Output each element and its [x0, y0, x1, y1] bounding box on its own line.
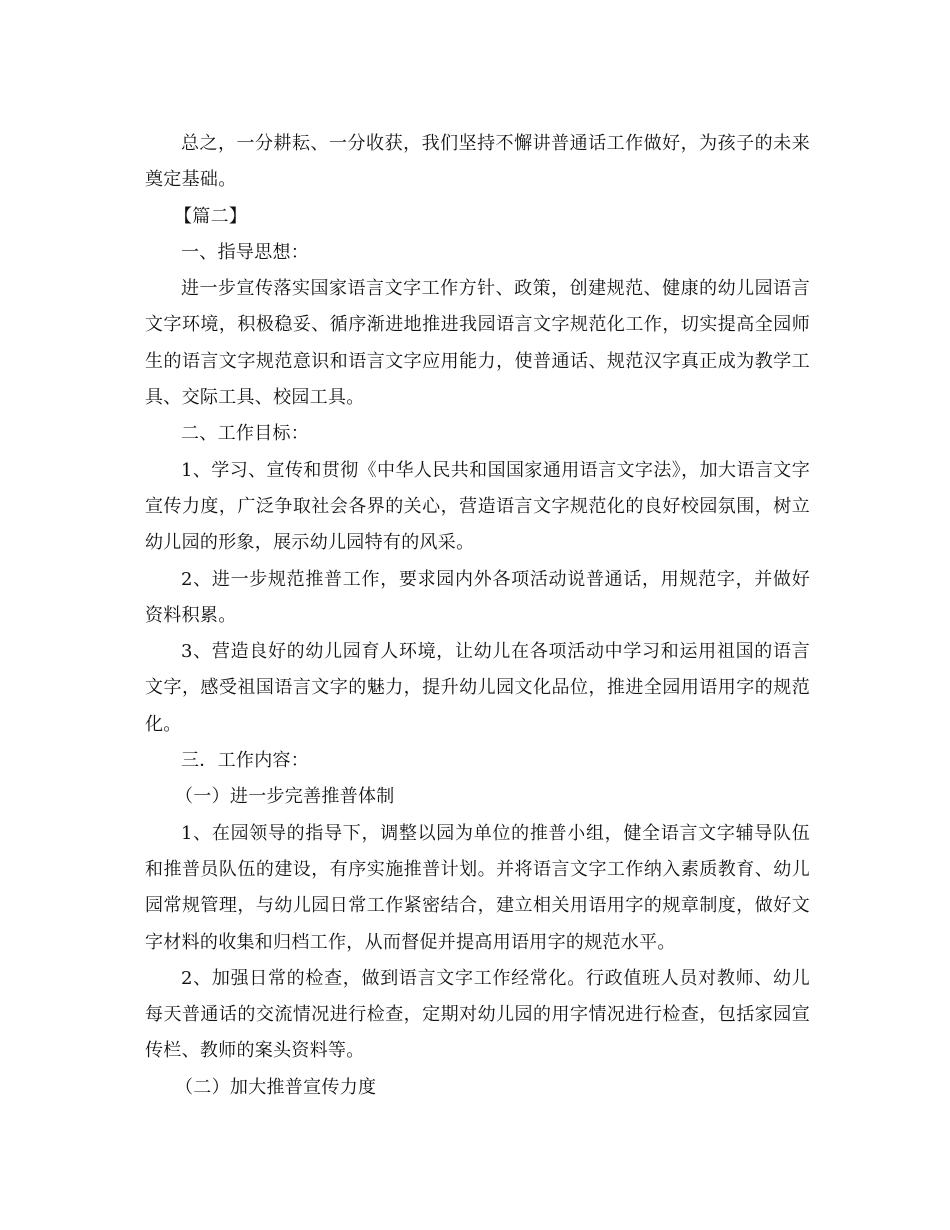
- paragraph-conclusion: 总之，一分耕耘、一分收获，我们坚持不懈讲普通话工作做好，为孩子的未来奠定基础。: [145, 133, 810, 191]
- subheading-publicity: （二）加大推普宣传力度: [175, 1076, 377, 1098]
- paragraph-guiding-thought: 进一步宣传落实国家语言文字工作方针、政策，创建规范、健康的幼儿园语言文字环境，积极稳妥、循序渐进地推进我园语言文字规范化工作，切实提高全园师生的语言文字规范意识和语言文字应用能力，使普通话、规范汉字真正成为教学工具、交际工具、校园工具。: [145, 278, 810, 409]
- document-body: [145, 126, 810, 1106]
- heading-guiding-thought: 一、指导思想：: [181, 241, 310, 263]
- paragraph-content-2: 2、加强日常的检查，做到语言文字工作经常化。行政值班人员对教师、幼儿每天普通话的交流情况进行检查，定期对幼儿园的用字情况进行检查，包括家园宣传栏、教师的案头资料等。: [145, 967, 810, 1062]
- heading-work-goals: 二、工作目标：: [181, 423, 310, 445]
- heading-work-content: 三．工作内容：: [181, 750, 310, 772]
- paragraph-goal-1: 1、学习、宣传和贯彻《中华人民共和国国家通用语言文字法》，加大语言文字宣传力度，广泛争取社会各界的关心，营造语言文字规范化的良好校园氛围，树立幼儿园的形象，展示幼儿园特有的风采。: [145, 459, 810, 554]
- subheading-system: （一）进一步完善推普体制: [175, 786, 395, 808]
- section-title-part-two: 【篇二】: [174, 205, 248, 227]
- paragraph-goal-2: 2、进一步规范推普工作，要求园内外各项活动说普通话，用规范字，并做好资料积累。: [145, 568, 810, 626]
- paragraph-goal-3: 3、营造良好的幼儿园育人环境，让幼儿在各项活动中学习和运用祖国的语言文字，感受祖国语言文字的魅力，提升幼儿园文化品位，推进全园用语用字的规范化。: [145, 641, 810, 735]
- paragraph-content-1: 1、在园领导的指导下，调整以园为单位的推普小组，健全语言文字辅导队伍和推普员队伍的建设，有序实施推普计划。并将语言文字工作纳入素质教育、幼儿园常规管理，与幼儿园日常工作紧密结合，建立相关用语用字的规章制度，做好文字材料的收集和归档工作，从而督促并提高用语用字的规范水平。: [145, 822, 810, 953]
